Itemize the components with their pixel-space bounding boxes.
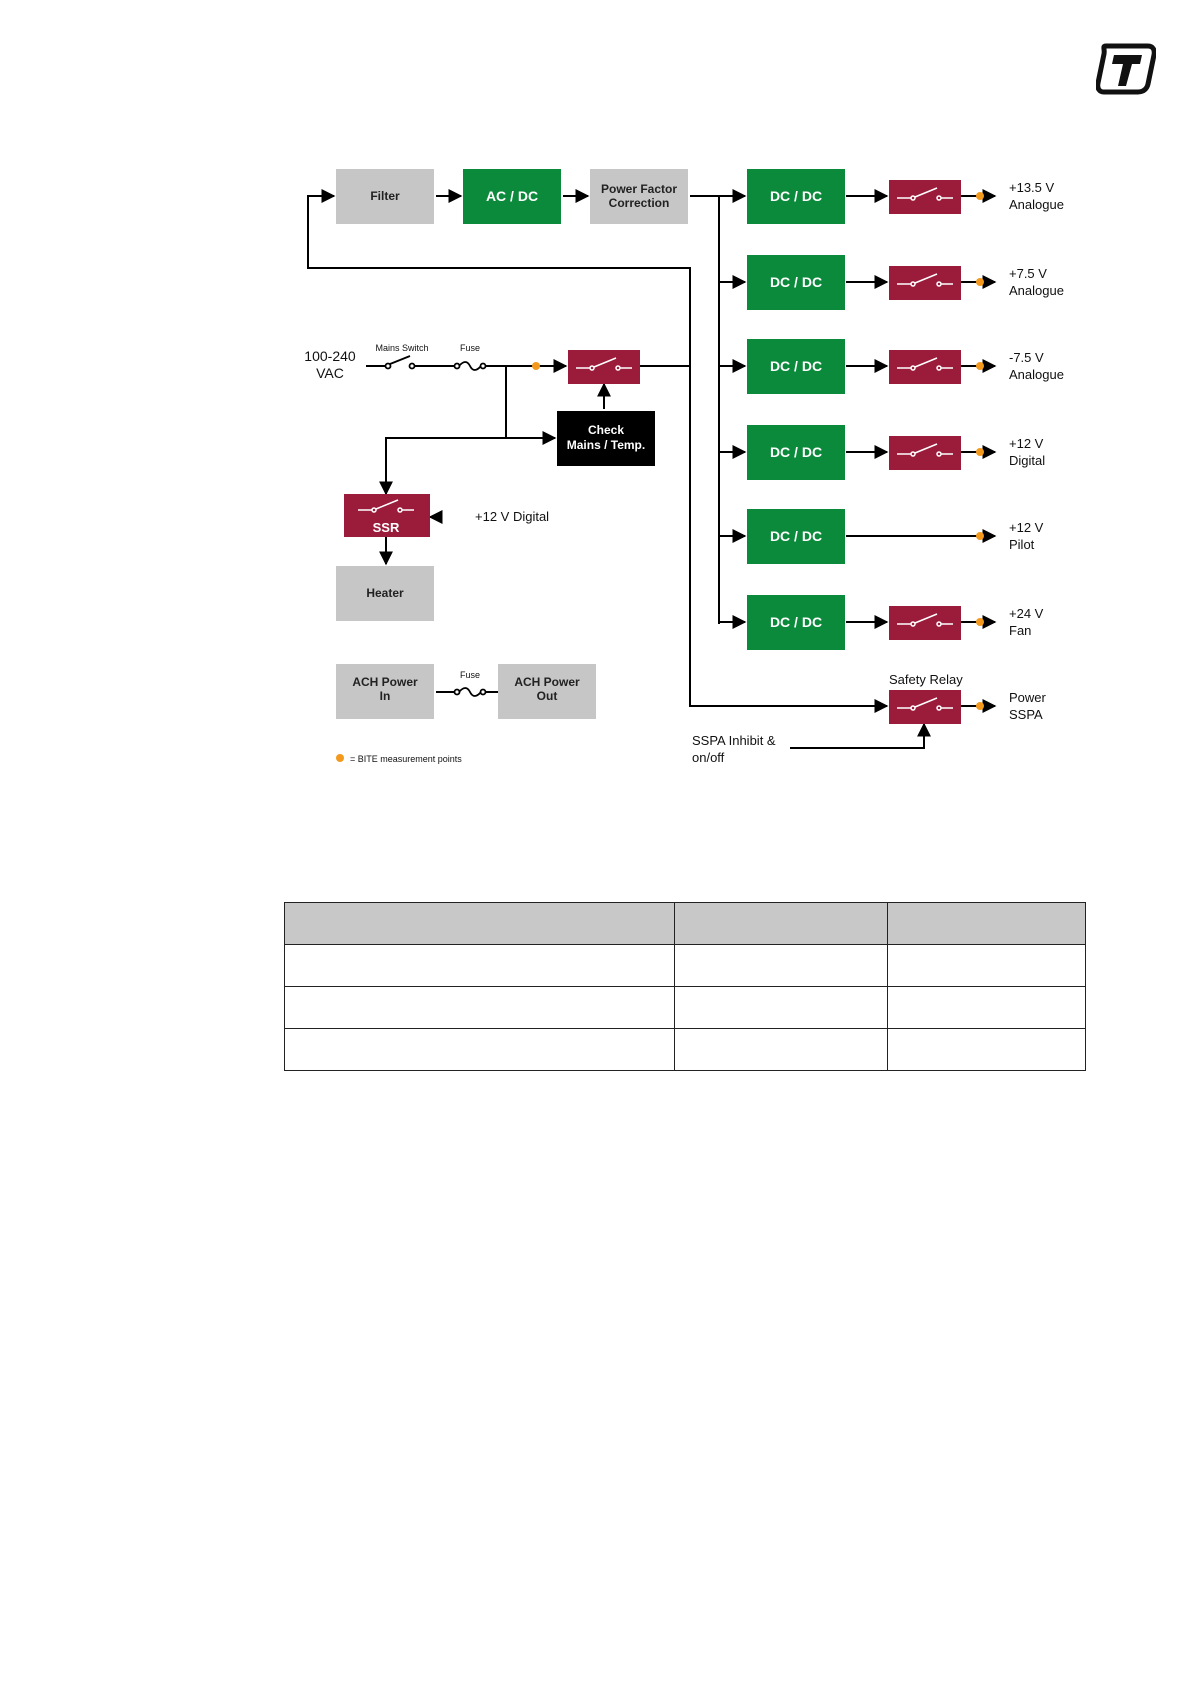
ach-power-in-block	[336, 664, 434, 719]
output-label: Power	[1009, 690, 1046, 705]
relay-switch	[889, 436, 961, 470]
pfc-block	[590, 169, 688, 224]
svg-text:ACH Power: ACH Power	[352, 675, 418, 689]
svg-text:DC / DC: DC / DC	[769, 614, 823, 630]
table-cell	[285, 1029, 675, 1071]
svg-text:Power Factor: Power Factor	[600, 182, 678, 196]
dc-dc-block	[747, 509, 845, 564]
safety-relay-label: Safety Relay	[889, 672, 963, 687]
table-row	[285, 987, 1086, 1029]
table-cell	[285, 945, 675, 987]
orange-dot-icon	[976, 448, 984, 456]
table-header-cell	[675, 903, 888, 945]
output-label: Analogue	[1009, 197, 1064, 212]
heater-block	[336, 566, 434, 621]
check-mains-temp-block	[557, 411, 655, 466]
ssr-supply-label: +12 V Digital	[475, 509, 550, 524]
svg-text:Heater: Heater	[366, 586, 404, 600]
safety-relay	[889, 690, 961, 724]
svg-text:AC / DC: AC / DC	[485, 188, 539, 204]
ssr-block	[344, 494, 430, 537]
table-cell	[675, 987, 888, 1029]
orange-dot-icon	[976, 702, 984, 710]
table-cell	[675, 1029, 888, 1071]
output-label: Analogue	[1009, 367, 1064, 382]
relay-switch	[889, 350, 961, 384]
table-row	[285, 945, 1086, 987]
svg-text:DC / DC: DC / DC	[769, 274, 823, 290]
legend-dot-icon	[336, 754, 344, 762]
empty-table	[284, 902, 1086, 1071]
dc-dc-block	[747, 595, 845, 650]
orange-dot-icon	[976, 278, 984, 286]
output-label: Digital	[1009, 453, 1046, 468]
svg-text:Correction: Correction	[608, 196, 670, 210]
fuse-label: Fuse	[459, 670, 481, 680]
relay-switch	[889, 266, 961, 300]
output-label: +13.5 V	[1009, 180, 1055, 195]
output-label: -7.5 V	[1009, 350, 1044, 365]
table-cell	[888, 1029, 1086, 1071]
ac-dc-block	[463, 169, 561, 224]
svg-text:DC / DC: DC / DC	[769, 188, 823, 204]
fuse-label: Fuse	[459, 343, 481, 353]
output-label: +24 V	[1009, 606, 1044, 621]
mains-switch-label: Mains Switch	[375, 343, 429, 353]
orange-dot-icon	[976, 618, 984, 626]
svg-text:Out: Out	[536, 689, 558, 703]
relay-switch	[889, 180, 961, 214]
svg-text:Check: Check	[587, 423, 625, 437]
power-supply-block-diagram	[0, 0, 1190, 780]
ach-power-out-block	[498, 664, 596, 719]
legend-label: = BITE measurement points	[350, 754, 462, 764]
output-label: Pilot	[1009, 537, 1035, 552]
output-label: +12 V	[1009, 436, 1044, 451]
mains-relay	[568, 350, 640, 384]
input-voltage-label: 100-240	[304, 348, 356, 364]
orange-dot-icon	[976, 362, 984, 370]
dc-dc-block	[747, 169, 845, 224]
output-labels	[1009, 180, 1064, 722]
relay-switch	[889, 606, 961, 640]
output-label: Analogue	[1009, 283, 1064, 298]
svg-text:DC / DC: DC / DC	[769, 444, 823, 460]
table-cell	[675, 945, 888, 987]
table-cell	[285, 987, 675, 1029]
table-header-row	[285, 903, 1086, 945]
output-label: +7.5 V	[1009, 266, 1047, 281]
svg-text:DC / DC: DC / DC	[769, 528, 823, 544]
orange-dot-icon	[976, 532, 984, 540]
dc-dc-block	[747, 425, 845, 480]
output-label: Fan	[1009, 623, 1032, 638]
inhibit-label: SSPA Inhibit &	[692, 733, 776, 748]
orange-dot-icon	[532, 362, 540, 370]
svg-text:In: In	[379, 689, 391, 703]
table-header-cell	[285, 903, 675, 945]
filter-block	[336, 169, 434, 224]
ach-fuse-icon	[455, 688, 486, 696]
inhibit-label: on/off	[692, 750, 725, 765]
svg-text:SSR: SSR	[372, 520, 400, 535]
svg-text:Filter: Filter	[370, 189, 400, 203]
svg-text:DC / DC: DC / DC	[769, 358, 823, 374]
table-header-cell	[888, 903, 1086, 945]
table-cell	[888, 945, 1086, 987]
output-label: SSPA	[1009, 707, 1043, 722]
fuse-icon	[455, 362, 486, 370]
orange-dot-icon	[976, 192, 984, 200]
dc-dc-block	[747, 339, 845, 394]
table-row	[285, 1029, 1086, 1071]
svg-text:ACH Power: ACH Power	[514, 675, 580, 689]
output-label: +12 V	[1009, 520, 1044, 535]
svg-text:Mains / Temp.: Mains / Temp.	[566, 438, 646, 452]
dc-dc-block	[747, 255, 845, 310]
input-voltage-label: VAC	[316, 365, 344, 381]
table-cell	[888, 987, 1086, 1029]
mains-switch-icon	[386, 356, 415, 369]
